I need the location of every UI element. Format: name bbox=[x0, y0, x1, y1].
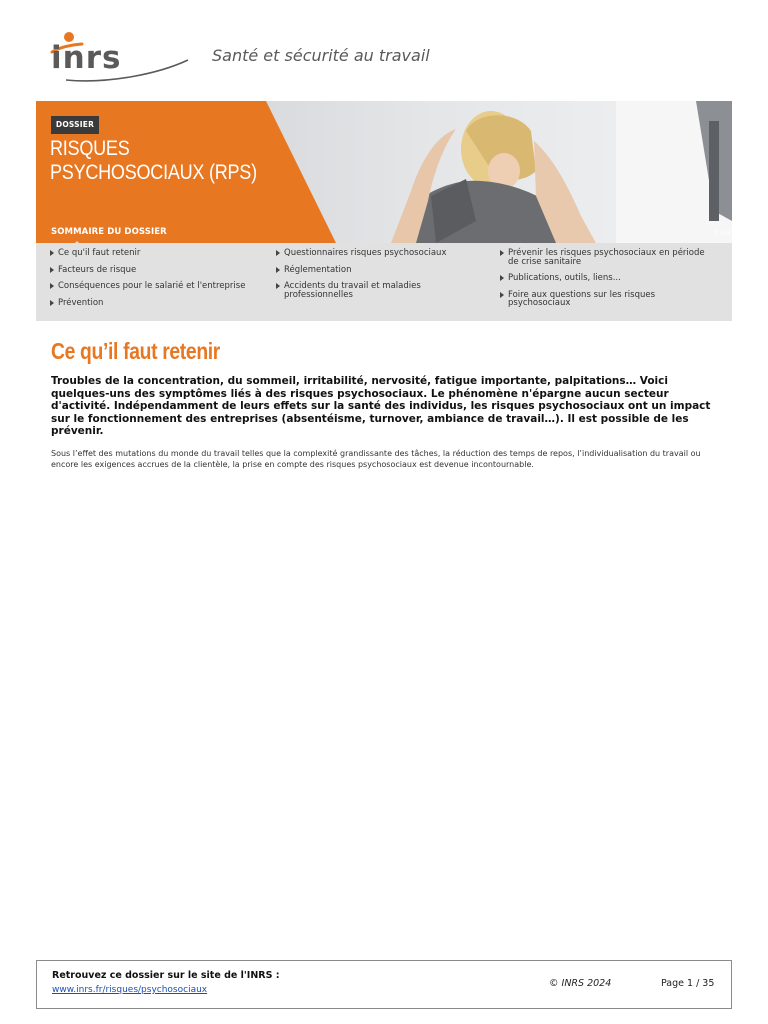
toc-item-label: Prévention bbox=[58, 297, 104, 308]
toc-item-faq[interactable] bbox=[500, 291, 710, 308]
toc-item-label: Prévenir les risques psychosociaux en période de crise sanitaire bbox=[508, 248, 705, 267]
dossier-badge: DOSSIER bbox=[51, 116, 99, 134]
toc-item-consequences[interactable] bbox=[50, 282, 260, 291]
site-tagline: Santé et sécurité au travail bbox=[212, 46, 430, 65]
toc-item-label: Questionnaires risques psychosociaux bbox=[284, 248, 447, 258]
caret-right-icon bbox=[276, 250, 280, 256]
body-paragraph: Sous l’effet des mutations du monde du travail telles que la complexité grandissante des tâches, la réduction des temps de repos, l’individualisation du travail ou encore les exigences accrues de la clientèle, la prise en compte des risques psychosociaux est devenue incontournable. bbox=[51, 448, 701, 469]
toc-item-reglementation[interactable] bbox=[276, 266, 486, 275]
toc-column-2 bbox=[276, 249, 486, 307]
section-heading: Ce qu’il faut retenir bbox=[51, 338, 220, 364]
caret-right-icon bbox=[50, 250, 54, 256]
toc-column-3 bbox=[500, 249, 710, 316]
toc-item-crise-sanitaire[interactable] bbox=[500, 249, 710, 266]
toc-item-ce-quil-faut-retenir[interactable] bbox=[50, 249, 260, 258]
photo-credit: © Fot bbox=[713, 229, 732, 237]
toc-column-1 bbox=[50, 249, 260, 315]
dossier-title-line1: RISQUES bbox=[50, 137, 130, 160]
dossier-banner bbox=[36, 101, 732, 243]
summary-label: SOMMAIRE DU DOSSIER bbox=[51, 227, 167, 237]
svg-text:inrs: inrs bbox=[51, 40, 122, 76]
lead-paragraph: Troubles de la concentration, du sommeil, irritabilité, nervosité, fatigue importante, palpitations… Voici quelques-uns des symptômes liés à des risques psychosociaux. Le phénomène n'épargne aucun secteur d'activité. Indépendamment de leurs effets sur la santé des individus, les risques psychosociaux ont un impact sur le fonctionnement des entreprises (absentéisme, turnover, ambiance de travail…). Il est possible de les prévenir. bbox=[51, 375, 711, 437]
caret-right-icon bbox=[500, 250, 504, 256]
page-number: Page 1 / 35 bbox=[661, 978, 715, 989]
footer-copyright: © INRS 2024 bbox=[549, 978, 612, 989]
toc-item-label: Réglementation bbox=[284, 264, 352, 275]
toc-item-label: Publications, outils, liens... bbox=[508, 273, 621, 283]
dossier-title bbox=[50, 137, 257, 185]
toc-item-label: Facteurs de risque bbox=[58, 264, 137, 275]
toc-item-prevention[interactable] bbox=[50, 299, 260, 308]
main-content bbox=[51, 338, 721, 471]
toc-item-label: Accidents du travail et maladies professionnelles bbox=[284, 281, 421, 300]
caret-right-icon bbox=[276, 283, 280, 289]
caret-right-icon bbox=[50, 300, 54, 306]
page-header bbox=[0, 0, 768, 100]
footer-title: Retrouvez ce dossier sur le site de l'INRS : bbox=[52, 970, 280, 981]
caret-right-icon bbox=[50, 267, 54, 273]
caret-right-icon bbox=[500, 275, 504, 281]
table-of-contents bbox=[36, 243, 732, 321]
page-footer bbox=[36, 960, 732, 1009]
caret-right-icon bbox=[500, 292, 504, 298]
toc-item-publications[interactable] bbox=[500, 274, 710, 283]
caret-right-icon bbox=[276, 267, 280, 273]
toc-item-label: Foire aux questions sur les risques psychosociaux bbox=[508, 289, 656, 308]
inrs-logo bbox=[48, 30, 193, 86]
dossier-title-line2: PSYCHOSOCIAUX (RPS) bbox=[50, 161, 257, 184]
caret-right-icon bbox=[50, 283, 54, 289]
toc-item-label: Conséquences pour le salarié et l'entreprise bbox=[58, 281, 246, 291]
footer-dossier-link[interactable]: www.inrs.fr/risques/psychosociaux bbox=[52, 985, 208, 995]
toc-item-questionnaires[interactable] bbox=[276, 249, 486, 258]
toc-item-accidents-du-travail[interactable] bbox=[276, 282, 486, 299]
toc-item-label: Ce qu'il faut retenir bbox=[58, 248, 141, 258]
toc-item-facteurs-de-risque[interactable] bbox=[50, 266, 260, 275]
